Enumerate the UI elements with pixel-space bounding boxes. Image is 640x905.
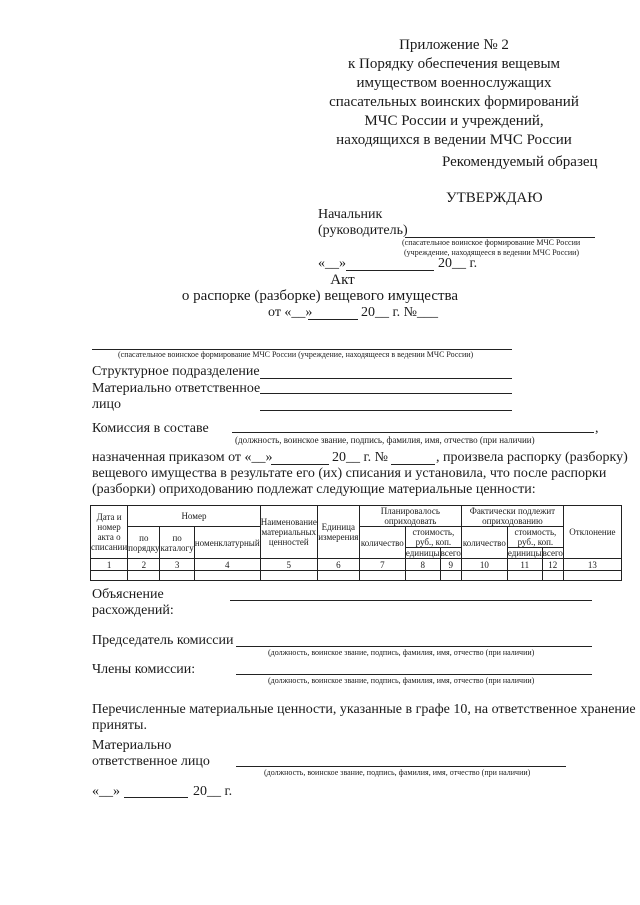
col-number: 1 (91, 559, 128, 571)
th-deviation: Отклонение (563, 506, 621, 559)
members-label: Члены комиссии: (92, 662, 196, 677)
header-line: к Порядку обеспечения вещевым (347, 56, 561, 72)
body-text-line3: (разборки) оприходованию подлежат следующие материальные ценности: (92, 482, 536, 497)
col-number: 2 (128, 559, 160, 571)
chairman-input-line[interactable] (236, 646, 592, 647)
chief-label: Начальник (318, 207, 383, 222)
col-number: 6 (317, 559, 359, 571)
explanation-label-2: расхождений: (92, 603, 174, 618)
th-unit: Единица измерения (317, 506, 359, 559)
header-block (304, 36, 604, 150)
chairman-label: Председатель комиссии (92, 633, 234, 648)
chief-label-2: (руководитель) (318, 223, 408, 238)
th-by-catalog: по каталогу (160, 527, 194, 559)
responsible-sign-line[interactable] (236, 766, 566, 767)
col-number: 4 (194, 559, 260, 571)
body-text-line2: вещевого имущества в результате его (их) списания и установила, что после распорки (92, 466, 607, 481)
th-actual: Фактически подлежит оприходованию (461, 506, 563, 527)
chairman-hint: (должность, воинское звание, подпись, фамилия, имя, отчество (при наличии) (268, 648, 535, 657)
th-name: Наименование материальных ценностей (260, 506, 317, 559)
commission-label: Комиссия в составе (92, 421, 209, 436)
th-planned-per-unit: единицы (405, 548, 440, 558)
final-date-month-line[interactable] (124, 797, 188, 798)
title-year-no: 20__ г. №___ (361, 305, 439, 320)
chief-hint-1: (спасательное воинское формирование МЧС России (402, 238, 581, 247)
header-line: имуществом военнослужащих (356, 75, 552, 91)
th-actual-qty: количество (461, 527, 507, 559)
responsible-input-line-2[interactable] (260, 410, 512, 411)
commission-input-line[interactable] (232, 432, 594, 433)
table-cell[interactable] (461, 571, 507, 581)
col-number: 5 (260, 559, 317, 571)
note-line2: приняты. (92, 718, 147, 733)
document-title: Акт (330, 272, 355, 288)
responsible-sign-label-2: ответственное лицо (92, 754, 210, 769)
explanation-label: Объяснение (92, 587, 164, 602)
chief-hint-2: (учреждение, находящееся в ведении МЧС России) (404, 248, 580, 257)
table-cell[interactable] (507, 571, 542, 581)
table-cell[interactable] (359, 571, 405, 581)
th-planned: Планировалось оприходовать (359, 506, 461, 527)
th-planned-total: всего (440, 548, 461, 558)
header-line: находящихся в ведении МЧС России (336, 132, 572, 148)
col-number: 9 (440, 559, 461, 571)
table-cell[interactable] (542, 571, 563, 581)
col-number: 11 (507, 559, 542, 571)
note-line1: Перечисленные материальные ценности, указанные в графе 10, на ответственное хранение (92, 702, 636, 717)
col-number: 7 (359, 559, 405, 571)
table-cell[interactable] (563, 571, 621, 581)
col-number: 8 (405, 559, 440, 571)
final-date-year: 20__ г. (193, 784, 233, 799)
th-nomenclature: номенклатурный (194, 527, 260, 559)
sample-label: Рекомендуемый образец (442, 154, 598, 170)
table-cell[interactable] (317, 571, 359, 581)
th-planned-cost: стоимость, руб., коп. (405, 527, 461, 548)
responsible-sign-hint: (должность, воинское звание, подпись, фамилия, имя, отчество (при наличии) (264, 768, 531, 777)
order-text-b: 20__ г. № (332, 450, 389, 465)
order-text-a: назначенная приказом от «__» (92, 450, 273, 465)
header-line: Приложение № 2 (399, 37, 509, 53)
th-by-order: по порядку (128, 527, 160, 559)
title-month-line[interactable] (308, 319, 358, 320)
table-cell[interactable] (160, 571, 194, 581)
table-row[interactable] (91, 571, 622, 581)
table-cell[interactable] (194, 571, 260, 581)
responsible-sign-label: Материально (92, 738, 172, 753)
approve-date-day: «__» (318, 256, 346, 271)
th-actual-total: всего (542, 548, 563, 558)
col-number: 13 (563, 559, 621, 571)
explanation-input-line[interactable] (230, 600, 592, 601)
unit-label: Структурное подразделение (92, 364, 260, 379)
th-number: Номер (128, 506, 261, 527)
th-date: Дата и номер акта о списании (91, 506, 128, 559)
approve-date-year: 20__ г. (438, 256, 478, 271)
table-cell[interactable] (91, 571, 128, 581)
approve-date-month-line[interactable] (346, 270, 434, 271)
final-date-day: «__» (92, 784, 120, 799)
responsible-label-2: лицо (92, 397, 121, 412)
document-subtitle: о распорке (разборке) вещевого имущества (181, 288, 459, 304)
order-number-line[interactable] (391, 464, 435, 465)
comma: , (595, 421, 599, 436)
valuables-table (90, 505, 622, 581)
table-cell[interactable] (128, 571, 160, 581)
th-actual-cost: стоимость, руб., коп. (507, 527, 563, 548)
table-cell[interactable] (440, 571, 461, 581)
col-number: 10 (461, 559, 507, 571)
col-number: 12 (542, 559, 563, 571)
th-planned-qty: количество (359, 527, 405, 559)
commission-hint: (должность, воинское звание, подпись, фамилия, имя, отчество (при наличии) (235, 435, 535, 445)
header-line: МЧС России и учреждений, (364, 113, 544, 129)
order-text-c: , произвела распорку (разборку) (436, 450, 628, 465)
approve-title: УТВЕРЖДАЮ (446, 190, 543, 206)
table-cell[interactable] (405, 571, 440, 581)
table-cell[interactable] (260, 571, 317, 581)
header-line: спасательных воинских формирований (329, 94, 579, 110)
col-number: 3 (160, 559, 194, 571)
unit-input-line[interactable] (260, 378, 512, 379)
title-from: от «__» (268, 305, 313, 320)
members-hint: (должность, воинское звание, подпись, фамилия, имя, отчество (при наличии) (268, 676, 535, 685)
members-input-line[interactable] (236, 674, 592, 675)
th-actual-per-unit: единицы (507, 548, 542, 558)
order-month-line[interactable] (271, 464, 329, 465)
responsible-label: Материально ответственное (92, 381, 261, 396)
org-hint: (спасательное воинское формирование МЧС России (учреждение, находящееся в ведении МЧС России) (118, 350, 474, 359)
responsible-input-line[interactable] (260, 393, 512, 394)
